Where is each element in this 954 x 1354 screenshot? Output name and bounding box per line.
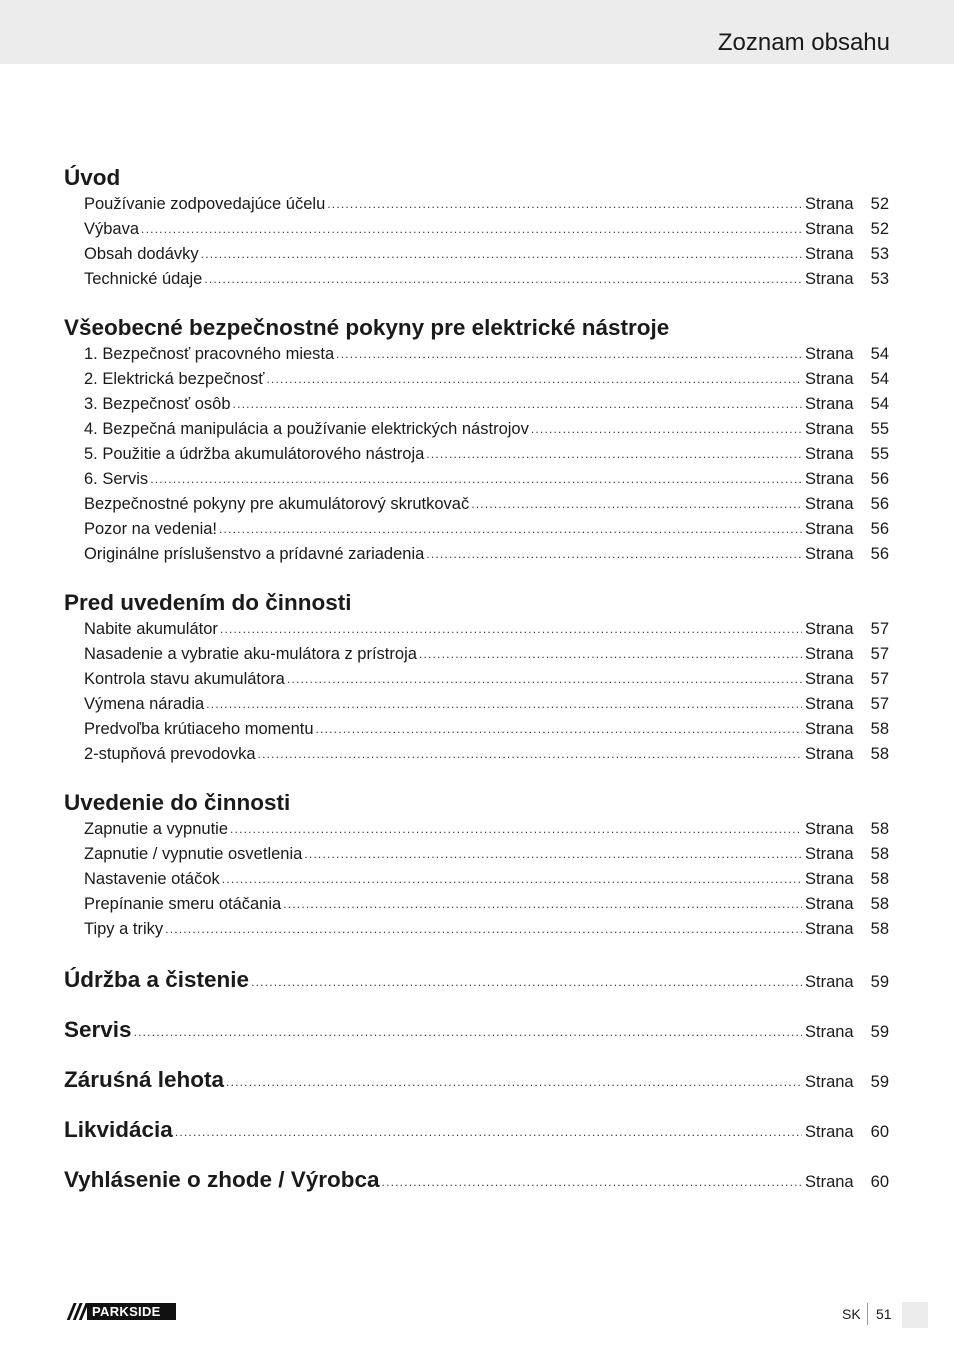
toc-entry-page-number: 58	[870, 745, 889, 763]
toc-entry[interactable]	[84, 667, 889, 692]
toc-entry-page-number: 56	[870, 520, 889, 538]
dot-leader	[258, 742, 802, 767]
toc-entry-page-number: 57	[870, 645, 889, 663]
toc-entry[interactable]	[84, 192, 889, 217]
toc-entry-page-number: 53	[870, 270, 889, 288]
toc-entry-strana: Strana	[805, 270, 854, 288]
toc-entry[interactable]	[84, 417, 889, 442]
toc-top-entry[interactable]	[64, 1117, 889, 1142]
dot-leader	[204, 267, 802, 292]
dot-leader	[287, 667, 802, 692]
toc-entry-strana: Strana	[805, 973, 854, 991]
toc-entry-page-number: 52	[870, 195, 889, 213]
dot-leader	[206, 692, 802, 717]
toc-entry-strana: Strana	[805, 745, 854, 763]
toc-entry[interactable]	[84, 817, 889, 842]
footer-divider	[867, 1303, 868, 1325]
toc-entry-label: Používanie zodpovedajúce účelu	[84, 195, 326, 213]
toc-top-entry[interactable]	[64, 1017, 889, 1042]
toc-entry-label: Nasadenie a vybratie aku-mulátora z prístroja	[84, 645, 417, 663]
toc-entry-strana: Strana	[805, 720, 854, 738]
dot-leader	[134, 1020, 802, 1045]
toc-entry-strana: Strana	[805, 895, 854, 913]
toc-entry-label: Kontrola stavu akumulátora	[84, 670, 285, 688]
toc-entry[interactable]	[84, 442, 889, 467]
toc-entry[interactable]	[84, 467, 889, 492]
dot-leader	[327, 192, 802, 217]
toc-entry-page-number: 58	[870, 820, 889, 838]
dot-leader	[251, 970, 802, 995]
dot-leader	[219, 517, 802, 542]
dot-leader	[266, 367, 802, 392]
toc-entry-label: Predvoľba krútiaceho momentu	[84, 720, 314, 738]
dot-leader	[304, 842, 802, 867]
toc-entry-page-number: 60	[870, 1123, 889, 1141]
toc-entry-strana: Strana	[805, 1123, 854, 1141]
dot-leader	[531, 417, 802, 442]
toc-entry-page-number: 60	[870, 1173, 889, 1191]
toc-entry[interactable]	[84, 392, 889, 417]
toc-entry-page-number: 58	[870, 870, 889, 888]
toc-entry-label: 5. Použitie a údržba akumulátorového nástroja	[84, 445, 425, 463]
dot-leader	[175, 1120, 802, 1145]
toc-entry-strana: Strana	[805, 195, 854, 213]
dot-leader	[283, 892, 802, 917]
toc-entry-strana: Strana	[805, 520, 854, 538]
page-corner-tab	[902, 1302, 928, 1328]
toc-entry-strana: Strana	[805, 470, 854, 488]
toc-entry[interactable]	[84, 242, 889, 267]
toc-top-entry[interactable]	[64, 1167, 889, 1192]
brand-name: PARKSIDE	[92, 1304, 161, 1319]
toc-entry-strana: Strana	[805, 620, 854, 638]
dot-leader	[201, 242, 802, 267]
section-heading: Uvedenie do činnosti	[64, 790, 291, 815]
toc-entry[interactable]	[84, 742, 889, 767]
toc-entry-page-number: 54	[870, 345, 889, 363]
section-heading: Všeobecné bezpečnostné pokyny pre elektrické nástroje	[64, 315, 670, 340]
dot-leader	[382, 1170, 802, 1195]
toc-entry-strana: Strana	[805, 1173, 854, 1191]
toc-entry[interactable]	[84, 267, 889, 292]
toc-entry[interactable]	[84, 717, 889, 742]
toc-entry-label: Bezpečnostné pokyny pre akumulátorový skrutkovač	[84, 495, 470, 513]
toc-entry-strana: Strana	[805, 420, 854, 438]
dot-leader	[316, 717, 802, 742]
toc-entry-page-number: 54	[870, 370, 889, 388]
toc-entry-label: Zapnutie a vypnutie	[84, 820, 229, 838]
toc-entry-strana: Strana	[805, 870, 854, 888]
section-heading: Pred uvedením do činnosti	[64, 590, 352, 615]
toc-entry-page-number: 59	[870, 1023, 889, 1041]
toc-entry-strana: Strana	[805, 370, 854, 388]
toc-entry[interactable]	[84, 917, 889, 942]
toc-entry-page-number: 56	[870, 495, 889, 513]
toc-entry-strana: Strana	[805, 1023, 854, 1041]
dot-leader	[419, 642, 802, 667]
toc-entry-label: Pozor na vedenia!	[84, 520, 218, 538]
dot-leader	[141, 217, 802, 242]
toc-entry-page-number: 59	[870, 973, 889, 991]
toc-entry-label: Nabite akumulátor	[84, 620, 218, 638]
toc-entry[interactable]	[84, 617, 889, 642]
page-number: 51	[876, 1306, 892, 1322]
toc-top-entry[interactable]	[64, 967, 889, 992]
toc-entry-label: Záruśná lehota	[64, 1067, 225, 1092]
toc-entry[interactable]	[84, 542, 889, 567]
toc-entry-label: Prepínanie smeru otáčania	[84, 895, 282, 913]
dot-leader	[230, 817, 802, 842]
toc-entry-label: Obsah dodávky	[84, 245, 199, 263]
toc-entry-label: Údržba a čistenie	[64, 967, 250, 992]
toc-entry-page-number: 59	[870, 1073, 889, 1091]
language-code: SK	[842, 1306, 861, 1322]
toc-entry[interactable]	[84, 642, 889, 667]
toc-entry-page-number: 56	[870, 470, 889, 488]
toc-entry-label: Technické údaje	[84, 270, 203, 288]
toc-entry-page-number: 58	[870, 895, 889, 913]
toc-entry-strana: Strana	[805, 245, 854, 263]
toc-entry-strana: Strana	[805, 695, 854, 713]
toc-entry[interactable]	[84, 842, 889, 867]
dot-leader	[471, 492, 802, 517]
toc-entry-strana: Strana	[805, 445, 854, 463]
toc-entry-page-number: 57	[870, 695, 889, 713]
toc-entry-page-number: 57	[870, 620, 889, 638]
toc-entry-label: Výmena náradia	[84, 695, 205, 713]
toc-entry-label: 2-stupňová prevodovka	[84, 745, 256, 763]
toc-entry[interactable]	[84, 692, 889, 717]
toc-entry-page-number: 58	[870, 845, 889, 863]
toc-entry-strana: Strana	[805, 670, 854, 688]
toc-entry-strana: Strana	[805, 220, 854, 238]
toc-entry-label: 4. Bezpečná manipulácia a používanie elektrických nástrojov	[84, 420, 529, 438]
toc-entry-label: 3. Bezpečnosť osôb	[84, 395, 231, 413]
toc-entry-label: Nastavenie otáčok	[84, 870, 220, 888]
toc-entry[interactable]	[84, 342, 889, 367]
dot-leader	[226, 1070, 802, 1095]
toc-entry-strana: Strana	[805, 920, 854, 938]
toc-entry-label: 6. Servis	[84, 470, 149, 488]
toc-entry-page-number: 54	[870, 395, 889, 413]
toc-entry-strana: Strana	[805, 395, 854, 413]
toc-entry-strana: Strana	[805, 545, 854, 563]
toc-entry[interactable]	[84, 367, 889, 392]
dot-leader	[220, 617, 802, 642]
toc-entry-label: Tipy a triky	[84, 920, 164, 938]
toc-entry-label: Originálne príslušenstvo a prídavné zariadenia	[84, 545, 425, 563]
dot-leader	[426, 542, 802, 567]
dot-leader	[336, 342, 802, 367]
toc-entry-page-number: 58	[870, 720, 889, 738]
toc-entry-page-number: 55	[870, 445, 889, 463]
toc-entry-label: Servis	[64, 1017, 132, 1042]
dot-leader	[426, 442, 802, 467]
parkside-logo	[65, 1303, 176, 1320]
toc-entry-strana: Strana	[805, 495, 854, 513]
toc-entry-strana: Strana	[805, 645, 854, 663]
toc-top-entry[interactable]	[64, 1067, 889, 1092]
toc-entry-label: Vyhlásenie o zhode / Výrobca	[64, 1167, 380, 1192]
toc-entry-label: 2. Elektrická bezpečnosť	[84, 370, 265, 388]
toc-entry-page-number: 57	[870, 670, 889, 688]
toc-entry[interactable]	[84, 892, 889, 917]
toc-entry-strana: Strana	[805, 845, 854, 863]
toc-entry-page-number: 53	[870, 245, 889, 263]
toc-entry-page-number: 56	[870, 545, 889, 563]
dot-leader	[165, 917, 802, 942]
toc-entry[interactable]	[84, 492, 889, 517]
toc-entry[interactable]	[84, 517, 889, 542]
dot-leader	[222, 867, 802, 892]
toc-entry-label: Zapnutie / vypnutie osvetlenia	[84, 845, 303, 863]
toc-entry-strana: Strana	[805, 345, 854, 363]
toc-entry[interactable]	[84, 217, 889, 242]
toc-entry-strana: Strana	[805, 820, 854, 838]
toc-entry-page-number: 58	[870, 920, 889, 938]
toc-entry-label: 1. Bezpečnosť pracovného miesta	[84, 345, 335, 363]
toc-entry-page-number: 55	[870, 420, 889, 438]
toc-entry-label: Výbava	[84, 220, 140, 238]
toc-entry-strana: Strana	[805, 1073, 854, 1091]
logo-slashes-icon	[65, 1303, 87, 1320]
dot-leader	[150, 467, 802, 492]
page-title: Zoznam obsahu	[717, 29, 890, 56]
dot-leader	[233, 392, 802, 417]
toc-entry-page-number: 52	[870, 220, 889, 238]
section-heading: Úvod	[64, 165, 121, 190]
toc-entry-label: Likvidácia	[64, 1117, 173, 1142]
toc-entry[interactable]	[84, 867, 889, 892]
